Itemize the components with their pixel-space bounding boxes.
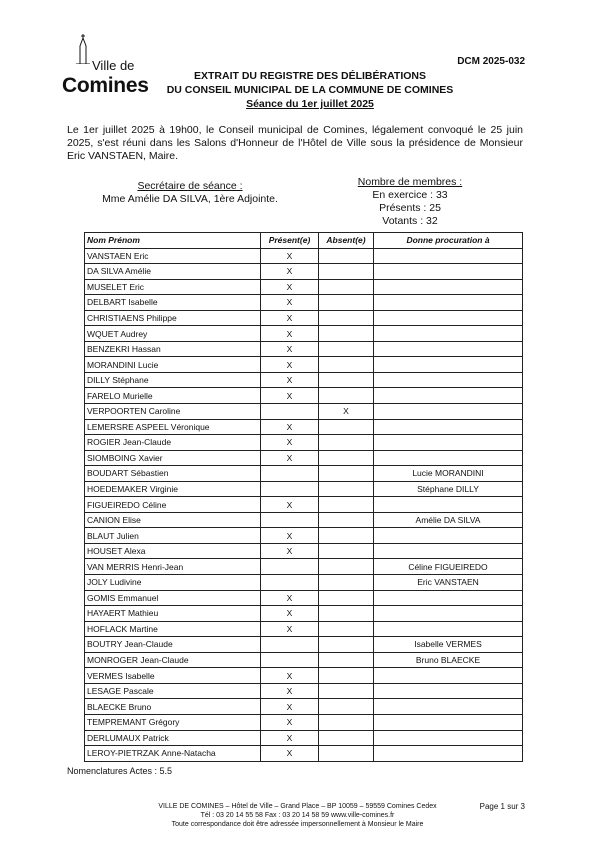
cell-present: X <box>261 590 319 606</box>
cell-present: X <box>261 248 319 264</box>
table-row <box>85 388 523 404</box>
document-title: EXTRAIT DU REGISTRE DES DÉLIBÉRATIONS <box>194 70 426 82</box>
cell-proxy <box>374 326 523 342</box>
cell-proxy: Isabelle VERMES <box>374 637 523 653</box>
table-row <box>85 419 523 435</box>
logo-comines-text: Comines <box>62 74 149 97</box>
cell-present: X <box>261 388 319 404</box>
cell-proxy <box>374 497 523 513</box>
cell-present: X <box>261 450 319 466</box>
session-date: Séance du 1er juillet 2025 <box>246 98 374 110</box>
cell-absent <box>319 388 374 404</box>
cell-name: FIGUEIREDO Céline <box>85 497 261 513</box>
table-row <box>85 637 523 653</box>
cell-name: BLAECKE Bruno <box>85 699 261 715</box>
cell-name: GOMIS Emmanuel <box>85 590 261 606</box>
cell-present: X <box>261 699 319 715</box>
table-row <box>85 279 523 295</box>
cell-proxy <box>374 528 523 544</box>
table-row <box>85 248 523 264</box>
intro-paragraph: Le 1er juillet 2025 à 19h00, le Conseil municipal de Comines, légalement convoqué le 25 juin 2025, s'est réuni dans les Salons d'Honneur de l'Hôtel de Ville sous la présidence de Monsieur Eric VANSTAEN, Maire. <box>67 124 523 162</box>
cell-present: X <box>261 621 319 637</box>
cell-name: FARELO Murielle <box>85 388 261 404</box>
table-row <box>85 450 523 466</box>
table-header-row <box>85 233 523 249</box>
table-row <box>85 435 523 451</box>
cell-present: X <box>261 683 319 699</box>
header-present: Présent(e) <box>261 233 319 249</box>
cell-present: X <box>261 372 319 388</box>
table-row <box>85 652 523 668</box>
page-number: Page 1 sur 3 <box>479 802 525 811</box>
table-row <box>85 481 523 497</box>
nomenclature-note: Nomenclatures Actes : 5.5 <box>67 766 173 776</box>
header-proxy: Donne procuration à <box>374 233 523 249</box>
table-row <box>85 310 523 326</box>
cell-proxy <box>374 543 523 559</box>
table-row <box>85 512 523 528</box>
secretary-label: Secrétaire de séance : <box>137 180 243 192</box>
cell-absent <box>319 295 374 311</box>
cell-name: VAN MERRIS Henri-Jean <box>85 559 261 575</box>
cell-proxy <box>374 746 523 762</box>
cell-name: VERPOORTEN Caroline <box>85 404 261 420</box>
table-row <box>85 746 523 762</box>
cell-name: CHRISTIAENS Philippe <box>85 310 261 326</box>
cell-proxy <box>374 606 523 622</box>
table-row <box>85 372 523 388</box>
cell-present: X <box>261 528 319 544</box>
cell-absent <box>319 466 374 482</box>
document-subtitle: DU CONSEIL MUNICIPAL DE LA COMMUNE DE COMINES <box>166 84 454 96</box>
cell-proxy <box>374 341 523 357</box>
table-row <box>85 357 523 373</box>
cell-absent <box>319 637 374 653</box>
cell-present: X <box>261 746 319 762</box>
cell-proxy <box>374 730 523 746</box>
cell-absent <box>319 279 374 295</box>
cell-present <box>261 652 319 668</box>
cell-absent <box>319 543 374 559</box>
cell-absent <box>319 746 374 762</box>
cell-proxy: Bruno BLAECKE <box>374 652 523 668</box>
cell-name: DILLY Stéphane <box>85 372 261 388</box>
footer-address: VILLE DE COMINES – Hôtel de Ville – Grand Place – BP 10059 – 59559 Comines Cedex <box>158 803 437 810</box>
cell-present: X <box>261 326 319 342</box>
cell-present: X <box>261 435 319 451</box>
members-presents: Présents : 25 <box>379 202 441 214</box>
cell-proxy <box>374 279 523 295</box>
cell-present <box>261 575 319 591</box>
cell-name: MORANDINI Lucie <box>85 357 261 373</box>
cell-absent <box>319 668 374 684</box>
cell-absent <box>319 372 374 388</box>
cell-proxy <box>374 683 523 699</box>
cell-absent <box>319 248 374 264</box>
cell-present: X <box>261 730 319 746</box>
cell-present <box>261 559 319 575</box>
cell-present: X <box>261 497 319 513</box>
page-footer <box>70 802 525 829</box>
cell-name: HOUSET Alexa <box>85 543 261 559</box>
cell-absent <box>319 590 374 606</box>
cell-absent <box>319 341 374 357</box>
cell-present <box>261 637 319 653</box>
cell-present <box>261 512 319 528</box>
cell-proxy: Lucie MORANDINI <box>374 466 523 482</box>
cell-proxy <box>374 419 523 435</box>
cell-absent <box>319 606 374 622</box>
header-absent: Absent(e) <box>319 233 374 249</box>
cell-name: LEMERSRE ASPEEL Véronique <box>85 419 261 435</box>
cell-present: X <box>261 668 319 684</box>
cell-proxy <box>374 372 523 388</box>
table-row <box>85 575 523 591</box>
cell-proxy <box>374 668 523 684</box>
cell-proxy <box>374 357 523 373</box>
cell-absent <box>319 450 374 466</box>
cell-name: WQUET Audrey <box>85 326 261 342</box>
table-row <box>85 590 523 606</box>
footer-notice: Toute correspondance doit être adressée impersonnellement à Monsieur le Maire <box>171 821 424 828</box>
table-row <box>85 341 523 357</box>
cell-name: DELBART Isabelle <box>85 295 261 311</box>
table-row <box>85 621 523 637</box>
members-exercice: En exercice : 33 <box>372 189 448 201</box>
cell-name: HOFLACK Martine <box>85 621 261 637</box>
cell-absent <box>319 481 374 497</box>
cell-present: X <box>261 279 319 295</box>
cell-proxy <box>374 714 523 730</box>
table-row <box>85 528 523 544</box>
cell-name: SIOMBOING Xavier <box>85 450 261 466</box>
table-row <box>85 264 523 280</box>
table-row <box>85 466 523 482</box>
cell-absent <box>319 435 374 451</box>
secretary-name: Mme Amélie DA SILVA, 1ère Adjointe. <box>102 193 278 205</box>
members-block <box>340 176 480 228</box>
cell-name: MONROGER Jean-Claude <box>85 652 261 668</box>
table-row <box>85 683 523 699</box>
cell-absent <box>319 512 374 528</box>
cell-proxy <box>374 435 523 451</box>
table-row <box>85 543 523 559</box>
cell-proxy <box>374 388 523 404</box>
cell-absent: X <box>319 404 374 420</box>
cell-name: LEROY-PIETRZAK Anne-Natacha <box>85 746 261 762</box>
cell-present: X <box>261 419 319 435</box>
cell-name: BENZEKRI Hassan <box>85 341 261 357</box>
cell-name: BOUTRY Jean-Claude <box>85 637 261 653</box>
cell-absent <box>319 699 374 715</box>
cell-name: TEMPREMANT Grégory <box>85 714 261 730</box>
cell-absent <box>319 575 374 591</box>
cell-absent <box>319 683 374 699</box>
table-row <box>85 668 523 684</box>
cell-name: JOLY Ludivine <box>85 575 261 591</box>
cell-absent <box>319 497 374 513</box>
table-row <box>85 699 523 715</box>
cell-proxy: Eric VANSTAEN <box>374 575 523 591</box>
cell-name: LESAGE Pascale <box>85 683 261 699</box>
cell-proxy <box>374 404 523 420</box>
table-row <box>85 326 523 342</box>
table-row <box>85 559 523 575</box>
cell-absent <box>319 652 374 668</box>
cell-absent <box>319 559 374 575</box>
cell-present: X <box>261 606 319 622</box>
cell-present: X <box>261 264 319 280</box>
cell-absent <box>319 419 374 435</box>
cell-present <box>261 481 319 497</box>
footer-contact: Tél : 03 20 14 55 58 Fax : 03 20 14 58 59 www.ville-comines.fr <box>200 812 395 819</box>
cell-proxy <box>374 295 523 311</box>
table-row <box>85 404 523 420</box>
deliberation-reference: DCM 2025-032 <box>457 56 525 67</box>
secretary-block <box>90 180 290 206</box>
church-tower-icon <box>76 34 90 64</box>
comines-logo <box>62 34 152 96</box>
cell-name: DA SILVA Amélie <box>85 264 261 280</box>
table-row <box>85 714 523 730</box>
header-name: Nom Prénom <box>85 233 261 249</box>
cell-absent <box>319 714 374 730</box>
table-row <box>85 497 523 513</box>
cell-absent <box>319 310 374 326</box>
cell-absent <box>319 264 374 280</box>
cell-name: HAYAERT Mathieu <box>85 606 261 622</box>
logo-ville-text: Ville de <box>92 58 135 73</box>
cell-present <box>261 466 319 482</box>
members-label: Nombre de membres : <box>357 176 463 188</box>
table-row <box>85 295 523 311</box>
cell-absent <box>319 621 374 637</box>
cell-present: X <box>261 341 319 357</box>
cell-name: BLAUT Julien <box>85 528 261 544</box>
cell-name: VANSTAEN Eric <box>85 248 261 264</box>
cell-proxy <box>374 590 523 606</box>
cell-name: ROGIER Jean-Claude <box>85 435 261 451</box>
attendance-table <box>84 232 523 762</box>
cell-name: CANION Elise <box>85 512 261 528</box>
cell-present: X <box>261 310 319 326</box>
members-votants: Votants : 32 <box>382 215 438 227</box>
cell-proxy <box>374 621 523 637</box>
cell-absent <box>319 730 374 746</box>
cell-proxy: Stéphane DILLY <box>374 481 523 497</box>
cell-present: X <box>261 295 319 311</box>
cell-name: MUSELET Eric <box>85 279 261 295</box>
cell-present <box>261 404 319 420</box>
cell-proxy <box>374 699 523 715</box>
cell-proxy <box>374 310 523 326</box>
cell-name: VERMES Isabelle <box>85 668 261 684</box>
cell-proxy <box>374 248 523 264</box>
cell-proxy: Céline FIGUEIREDO <box>374 559 523 575</box>
cell-absent <box>319 357 374 373</box>
cell-present: X <box>261 357 319 373</box>
cell-name: HOEDEMAKER Virginie <box>85 481 261 497</box>
cell-proxy <box>374 264 523 280</box>
cell-name: DERLUMAUX Patrick <box>85 730 261 746</box>
cell-absent <box>319 528 374 544</box>
table-row <box>85 730 523 746</box>
cell-present: X <box>261 714 319 730</box>
cell-proxy <box>374 450 523 466</box>
table-row <box>85 606 523 622</box>
cell-present: X <box>261 543 319 559</box>
cell-absent <box>319 326 374 342</box>
cell-name: BOUDART Sébastien <box>85 466 261 482</box>
cell-proxy: Amélie DA SILVA <box>374 512 523 528</box>
